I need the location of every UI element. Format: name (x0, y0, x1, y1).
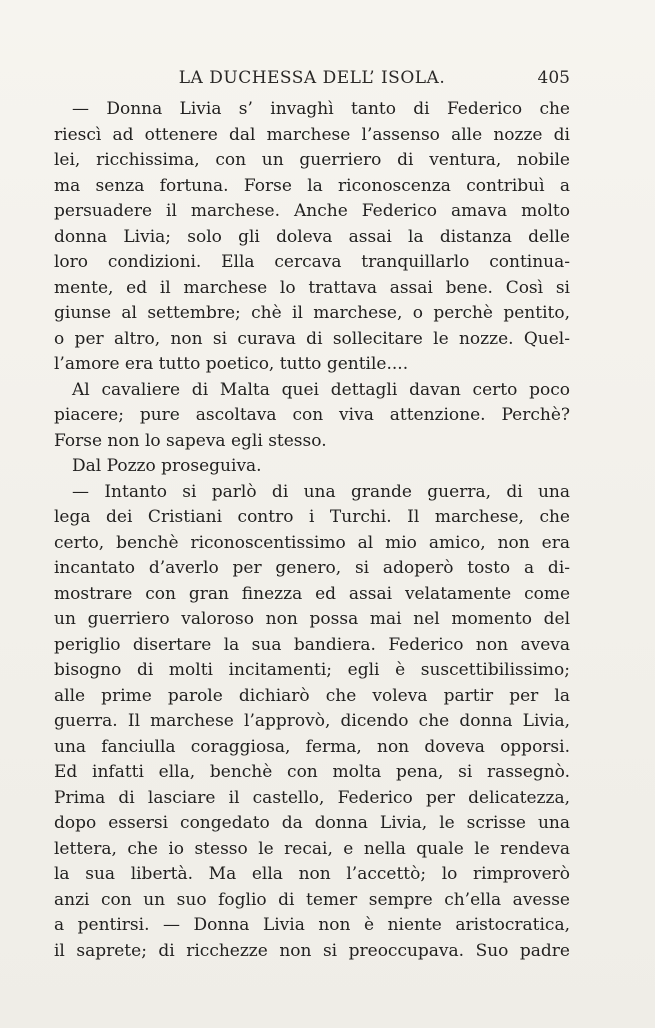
text-line: il saprete; di ricchezze non si preoccupava. Suo padre (54, 940, 570, 961)
text-line: lei, ricchissima, con un guerriero di ventura, nobile (54, 150, 570, 170)
page-header (54, 68, 570, 96)
text-line: giunse al settembre; chè il marchese, o perchè pentito, (54, 303, 570, 323)
text-line: donna Livia; solo gli doleva assai la distanza delle (54, 226, 570, 247)
text-line: una fanciulla coraggiosa, ferma, non doveva opporsi. (54, 736, 570, 757)
text-line: anzi con un suo foglio di temer sempre ch’ella avesse (54, 889, 570, 910)
text-line: Prima di lasciare il castello, Federico per delicatezza, (54, 787, 570, 808)
text-line: bisogno di molti incitamenti; egli è suscettibilissimo; (54, 660, 570, 680)
text-line: periglio disertare la sua bandiera. Federico non aveva (54, 634, 570, 655)
text-line: mostrare con gran finezza ed assai velatamente come (54, 583, 570, 604)
text-line: — Donna Livia s’ invaghì tanto di Federico che (72, 99, 570, 119)
text-line: Forse non lo sapeva egli stesso. (54, 430, 327, 451)
text-line: guerra. Il marchese l’approvò, dicendo che donna Livia, (54, 711, 570, 731)
text-line: o per altro, non si curava di sollecitare le nozze. Quel- (54, 328, 570, 349)
body-text (54, 97, 570, 964)
text-line: incantato d’averlo per genero, si adoperò tosto a di- (54, 558, 570, 578)
text-line: un guerriero valoroso non possa mai nel momento del (54, 609, 570, 629)
text-line: a pentirsi. — Donna Livia non è niente aristocratica, (54, 915, 570, 935)
text-line: loro condizioni. Ella cercava tranquillarlo continua- (54, 252, 570, 272)
text-line: lettera, che io stesso le recai, e nella quale le rendeva (54, 838, 570, 859)
text-line: — Intanto si parlò di una grande guerra, di una (72, 481, 570, 502)
text-line: piacere; pure ascoltava con viva attenzione. Perchè? (54, 405, 570, 425)
running-title: LA DUCHESSA DELL’ ISOLA. (178, 68, 446, 88)
text-line: Ed infatti ella, benchè con molta pena, si rassegnò. (54, 762, 570, 782)
text-line: certo, benchè riconoscentissimo al mio amico, non era (54, 532, 570, 553)
text-line: mente, ed il marchese lo trattava assai bene. Così si (54, 277, 570, 298)
text-line: Al cavaliere di Malta quei dettagli davan certo poco (72, 379, 570, 400)
text-line: riescì ad ottenere dal marchese l’assenso alle nozze di (54, 124, 570, 145)
text-line: l’amore era tutto poetico, tutto gentile.... (54, 354, 409, 374)
text-line: ma senza fortuna. Forse la riconoscenza contribuì a (54, 175, 570, 196)
page-number: 405 (537, 68, 570, 88)
text-line: la sua libertà. Ma ella non l’accettò; lo rimproverò (54, 864, 570, 884)
text-line: Dal Pozzo proseguiva. (72, 456, 262, 476)
text-line: lega dei Cristiani contro i Turchi. Il marchese, che (54, 507, 570, 527)
text-line: persuadere il marchese. Anche Federico amava molto (54, 201, 570, 221)
text-line: alle prime parole dichiarò che voleva partir per la (54, 685, 570, 706)
text-line: dopo essersi congedato da donna Livia, le scrisse una (54, 813, 570, 833)
